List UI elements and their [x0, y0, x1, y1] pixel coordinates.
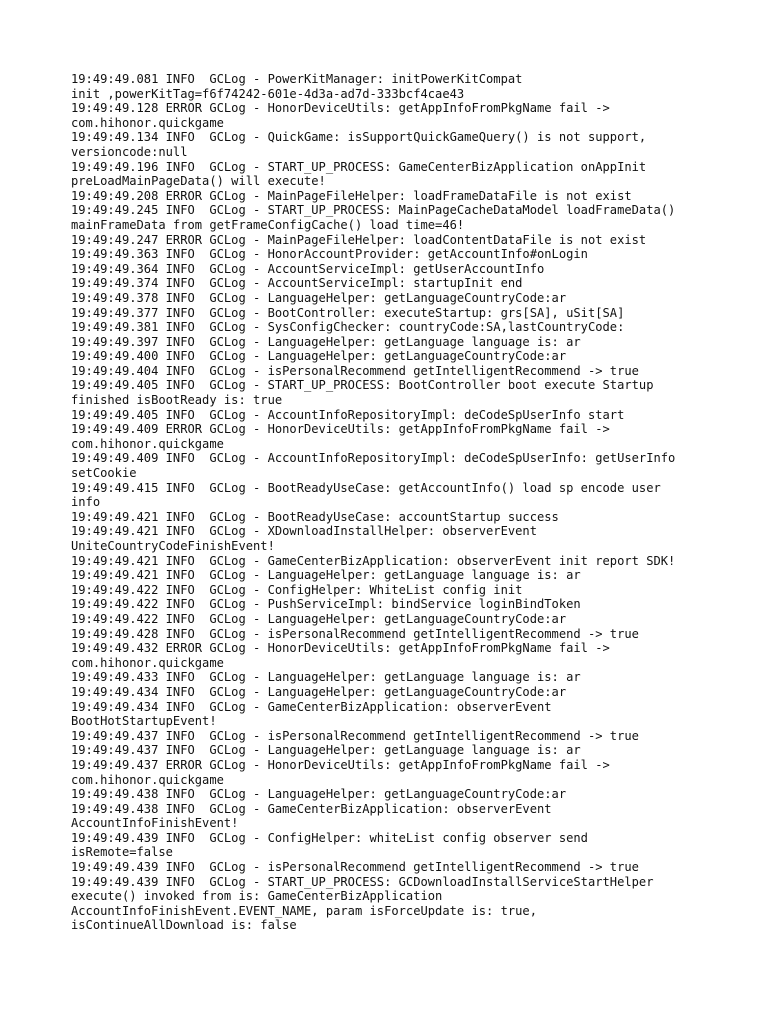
log-line: finished isBootReady is: true — [71, 393, 283, 408]
log-line: 19:49:49.432 ERROR GCLog - HonorDeviceUtils: getAppInfoFromPkgName fail -> — [71, 641, 610, 656]
log-line: com.hihonor.quickgame — [71, 772, 224, 787]
log-line: 19:49:49.208 ERROR GCLog - MainPageFileHelper: loadFrameDataFile is not exist — [71, 188, 632, 203]
log-line: init ,powerKitTag=f6f74242-601e-4d3a-ad7d-333bcf4cae43 — [71, 86, 465, 101]
log-line: 19:49:49.428 INFO GCLog - isPersonalRecommend getIntelligentRecommend -> true — [71, 626, 639, 641]
log-line: 19:49:49.363 INFO GCLog - HonorAccountProvider: getAccountInfo#onLogin — [71, 247, 588, 262]
log-line: 19:49:49.438 INFO GCLog - LanguageHelper: getLanguageCountryCode:ar — [71, 787, 567, 802]
log-line: 19:49:49.409 ERROR GCLog - HonorDeviceUtils: getAppInfoFromPkgName fail -> — [71, 422, 610, 437]
log-line: AccountInfoFinishEvent.EVENT_NAME, param isForceUpdate is: true, — [71, 903, 537, 918]
log-line: 19:49:49.404 INFO GCLog - isPersonalRecommend getIntelligentRecommend -> true — [71, 363, 639, 378]
log-line: com.hihonor.quickgame — [71, 436, 224, 451]
log-text-block — [71, 72, 711, 933]
log-line: 19:49:49.196 INFO GCLog - START_UP_PROCESS: GameCenterBizApplication onAppInit — [71, 159, 647, 174]
log-line: preLoadMainPageData() will execute! — [71, 174, 326, 189]
log-line: 19:49:49.437 ERROR GCLog - HonorDeviceUtils: getAppInfoFromPkgName fail -> — [71, 757, 610, 772]
log-line: UniteCountryCodeFinishEvent! — [71, 539, 275, 553]
log-line: 19:49:49.421 INFO GCLog - LanguageHelper: getLanguage language is: ar — [71, 568, 581, 583]
log-line: 19:49:49.438 INFO GCLog - GameCenterBizApplication: observerEvent — [71, 801, 552, 816]
log-line: 19:49:49.421 INFO GCLog - BootReadyUseCase: accountStartup success — [71, 509, 559, 524]
log-line: com.hihonor.quickgame — [71, 655, 224, 670]
log-line: 19:49:49.247 ERROR GCLog - MainPageFileHelper: loadContentDataFile is not exist — [71, 232, 647, 247]
log-line: 19:49:49.422 INFO GCLog - PushServiceImpl: bindService loginBindToken — [71, 597, 581, 612]
log-line: 19:49:49.374 INFO GCLog - AccountServiceImpl: startupInit end — [71, 276, 523, 291]
log-line: 19:49:49.405 INFO GCLog - START_UP_PROCESS: BootController boot execute Startup — [71, 378, 654, 393]
log-line: 19:49:49.415 INFO GCLog - BootReadyUseCase: getAccountInfo() load sp encode user — [71, 480, 661, 495]
log-line: 19:49:49.439 INFO GCLog - isPersonalRecommend getIntelligentRecommend -> true — [71, 860, 639, 875]
log-line: 19:49:49.377 INFO GCLog - BootController: executeStartup: grs[SA], uSit[SA] — [71, 305, 625, 320]
log-line: 19:49:49.434 INFO GCLog - LanguageHelper: getLanguageCountryCode:ar — [71, 684, 567, 699]
log-line: 19:49:49.422 INFO GCLog - ConfigHelper: WhiteList config init — [71, 582, 523, 597]
log-line: 19:49:49.378 INFO GCLog - LanguageHelper: getLanguageCountryCode:ar — [71, 290, 567, 305]
log-line: 19:49:49.422 INFO GCLog - LanguageHelper: getLanguageCountryCode:ar — [71, 611, 567, 626]
log-line: execute() invoked from is: GameCenterBizApplication — [71, 889, 443, 904]
log-line: isRemote=false — [71, 845, 173, 860]
log-line: 19:49:49.421 INFO GCLog - XDownloadInstallHelper: observerEvent — [71, 524, 537, 539]
log-line: 19:49:49.128 ERROR GCLog - HonorDeviceUtils: getAppInfoFromPkgName fail -> — [71, 101, 610, 116]
log-line: BootHotStartupEvent! — [71, 714, 217, 729]
log-line: versioncode:null — [71, 144, 188, 159]
log-line: 19:49:49.245 INFO GCLog - START_UP_PROCESS: MainPageCacheDataModel loadFrameData() — [71, 203, 676, 218]
log-line: 19:49:49.409 INFO GCLog - AccountInfoRepositoryImpl: deCodeSpUserInfo: getUserInfo — [71, 451, 676, 466]
log-line: 19:49:49.437 INFO GCLog - isPersonalRecommend getIntelligentRecommend -> true — [71, 728, 639, 743]
log-line: setCookie — [71, 466, 137, 481]
log-line: 19:49:49.381 INFO GCLog - SysConfigChecker: countryCode:SA,lastCountryCode: — [71, 320, 625, 335]
log-line: 19:49:49.364 INFO GCLog - AccountServiceImpl: getUserAccountInfo — [71, 261, 545, 276]
log-line: 19:49:49.081 INFO GCLog - PowerKitManager: initPowerKitCompat — [71, 72, 523, 86]
log-line: 19:49:49.397 INFO GCLog - LanguageHelper: getLanguage language is: ar — [71, 334, 581, 349]
log-line: 19:49:49.439 INFO GCLog - START_UP_PROCESS: GCDownloadInstallServiceStartHelper — [71, 874, 654, 889]
log-line: com.hihonor.quickgame — [71, 115, 224, 130]
log-line: isContinueAllDownload is: false — [71, 918, 297, 933]
log-line: 19:49:49.439 INFO GCLog - ConfigHelper: whiteList config observer send — [71, 830, 588, 845]
log-line: 19:49:49.437 INFO GCLog - LanguageHelper: getLanguage language is: ar — [71, 743, 581, 758]
log-line: 19:49:49.434 INFO GCLog - GameCenterBizApplication: observerEvent — [71, 699, 552, 714]
log-line: 19:49:49.134 INFO GCLog - QuickGame: isSupportQuickGameQuery() is not support, — [71, 130, 647, 145]
log-line: 19:49:49.400 INFO GCLog - LanguageHelper: getLanguageCountryCode:ar — [71, 349, 567, 364]
log-line: info — [71, 495, 101, 510]
log-line: mainFrameData from getFrameConfigCache() load time=46! — [71, 217, 465, 232]
log-line: AccountInfoFinishEvent! — [71, 816, 239, 831]
log-line: 19:49:49.433 INFO GCLog - LanguageHelper: getLanguage language is: ar — [71, 670, 581, 685]
log-line: 19:49:49.421 INFO GCLog - GameCenterBizApplication: observerEvent init report SDK! — [71, 553, 676, 568]
log-line: 19:49:49.405 INFO GCLog - AccountInfoRepositoryImpl: deCodeSpUserInfo start — [71, 407, 625, 422]
